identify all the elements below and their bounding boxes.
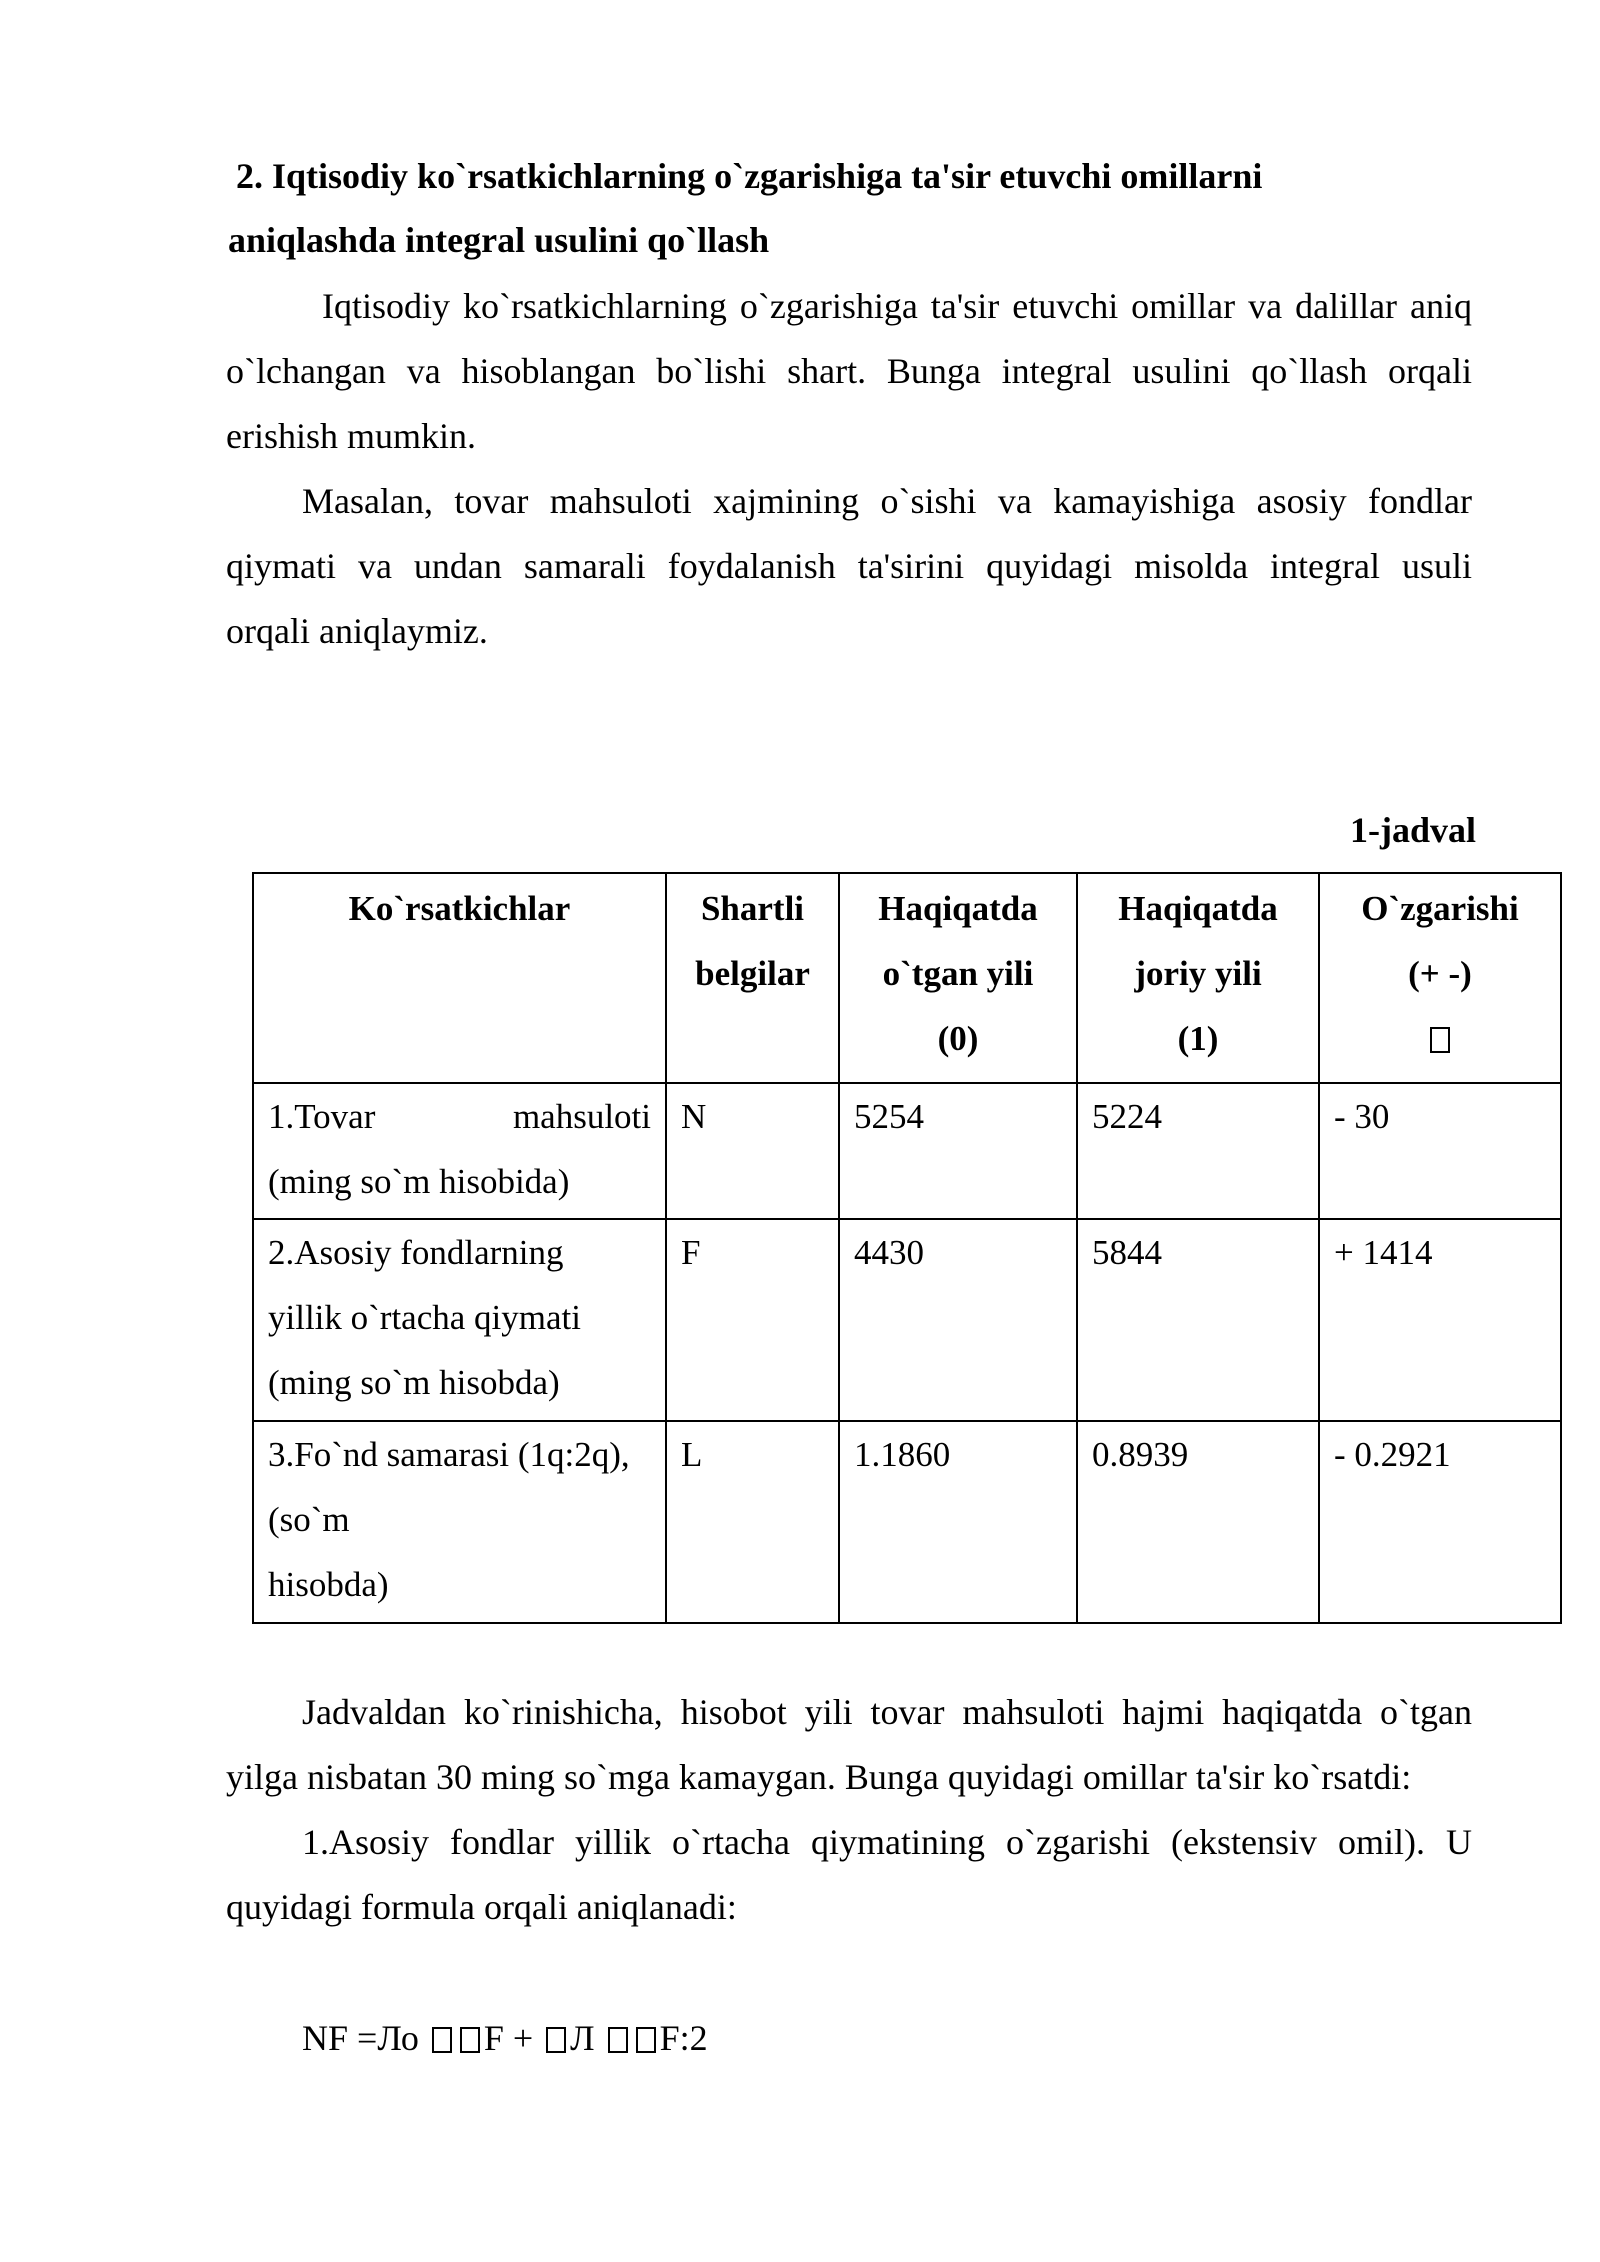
row-symbol: F xyxy=(666,1219,839,1421)
row-change-value: + 1414 xyxy=(1319,1219,1561,1421)
missing-glyph-icon xyxy=(1430,1027,1450,1053)
row-label: 2.Asosiy fondlarning yillik o`rtacha qiymati (ming so`m hisobda) xyxy=(253,1219,666,1421)
row-symbol: N xyxy=(666,1083,839,1219)
table-row xyxy=(253,1421,1561,1623)
paragraph-4-line-2: quyidagi formula orqali aniqlanadi: xyxy=(226,1887,737,1927)
header-symbols: Shartli belgilar xyxy=(666,873,839,1083)
paragraph-3-line-1: Jadvaldan ko`rinishicha, hisobot yili tovar mahsuloti hajmi haqiqatda o`tgan xyxy=(302,1692,1472,1732)
row-change-value: - 30 xyxy=(1319,1083,1561,1219)
indicators-table xyxy=(252,872,1562,1624)
paragraph-1-line-2: o`lchangan va hisoblangan bo`lishi shart. Bunga integral usulini qo`llash orqali xyxy=(226,351,1472,391)
table-caption: 1-jadval xyxy=(1350,810,1476,850)
row-previous-value: 4430 xyxy=(839,1219,1077,1421)
missing-glyph-icon xyxy=(546,2027,566,2053)
header-current-year: Haqiqatda joriy yili (1) xyxy=(1077,873,1319,1083)
row-previous-value: 1.1860 xyxy=(839,1421,1077,1623)
paragraph-4-line-1: 1.Asosiy fondlar yillik o`rtacha qiymatining o`zgarishi (ekstensiv omil). U xyxy=(302,1822,1472,1862)
paragraph-1-line-3: erishish mumkin. xyxy=(226,416,476,456)
missing-glyph-icon xyxy=(460,2027,480,2053)
header-change: O`zgarishi (+ -) xyxy=(1319,873,1561,1083)
row-current-value: 5844 xyxy=(1077,1219,1319,1421)
table-header-row xyxy=(253,873,1561,1083)
header-indicators: Ko`rsatkichlar xyxy=(253,873,666,1083)
missing-glyph-icon xyxy=(432,2027,452,2053)
row-current-value: 0.8939 xyxy=(1077,1421,1319,1623)
row-current-value: 5224 xyxy=(1077,1083,1319,1219)
row-symbol: L xyxy=(666,1421,839,1623)
table-row xyxy=(253,1083,1561,1219)
missing-glyph-icon xyxy=(636,2027,656,2053)
paragraph-1-line-1: Iqtisodiy ko`rsatkichlarning o`zgarishiga ta'sir etuvchi omillar va dalillar aniq xyxy=(322,286,1472,326)
paragraph-3-line-2: yilga nisbatan 30 ming so`mga kamaygan. Bunga quyidagi omillar ta'sir ko`rsatdi: xyxy=(226,1757,1412,1797)
paragraph-2-line-3: orqali aniqlaymiz. xyxy=(226,611,488,651)
header-previous-year: Haqiqatda o`tgan yili (0) xyxy=(839,873,1077,1083)
row-change-value: - 0.2921 xyxy=(1319,1421,1561,1623)
paragraph-2-line-2: qiymati va undan samarali foydalanish ta'sirini quyidagi misolda integral usuli xyxy=(226,546,1472,586)
row-label: 3.Fo`nd samarasi (1q:2q), (so`m hisobda) xyxy=(253,1421,666,1623)
paragraph-2-line-1: Masalan, tovar mahsuloti xajmining o`sishi va kamayishiga asosiy fondlar xyxy=(302,481,1472,521)
formula: NF =Ло F + Л F:2 xyxy=(302,2018,708,2058)
section-heading-line-2: aniqlashda integral usulini qo`llash xyxy=(228,220,770,260)
table-row xyxy=(253,1219,1561,1421)
row-previous-value: 5254 xyxy=(839,1083,1077,1219)
row-label: 1.Tovar mahsuloti (ming so`m hisobida) xyxy=(253,1083,666,1219)
missing-glyph-icon xyxy=(608,2027,628,2053)
section-heading-line-1: 2. Iqtisodiy ko`rsatkichlarning o`zgarishiga ta'sir etuvchi omillarni xyxy=(236,156,1263,196)
